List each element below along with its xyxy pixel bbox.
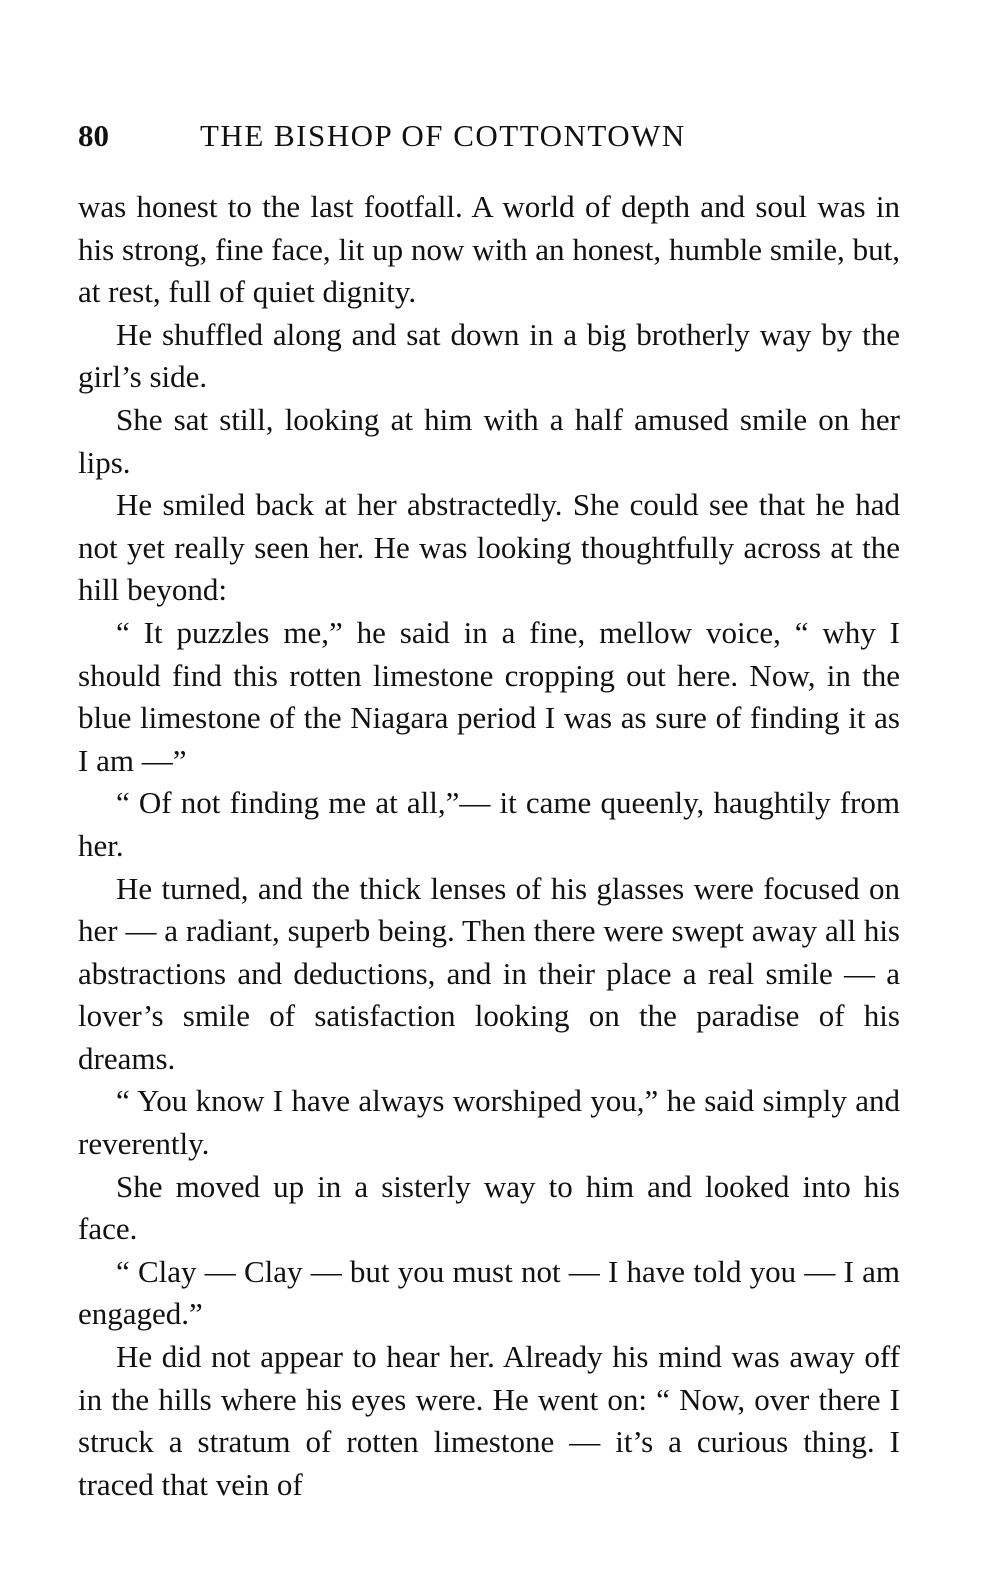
paragraph: “ You know I have always worshiped you,” he said simply and reverently. bbox=[78, 1083, 900, 1162]
paragraph: He turned, and the thick lenses of his glasses were focused on her — a radiant, superb being. Then there were swept away all his abstractions and deductions, and in their place a real smile — a lover’s smile of satisfaction looking on the paradise of his dreams. bbox=[78, 870, 900, 1076]
paragraph: was honest to the last footfall. A world of depth and soul was in his strong, fine face, lit up now with an honest, humble smile, but, at rest, full of quiet dignity. bbox=[78, 189, 900, 310]
paragraph: She sat still, looking at him with a half amused smile on her lips. bbox=[78, 401, 900, 480]
paragraph: “ Of not finding me at all,”— it came queenly, haughtily from her. bbox=[78, 785, 900, 863]
page-number: 80 bbox=[78, 118, 109, 153]
page-header bbox=[78, 118, 900, 166]
paragraph: He did not appear to hear her. Already his mind was away off in the hills where his eyes were. He went on: “ Now, over there I struck a stratum of rotten limestone — it’s a curious thing. I traced that vein of bbox=[78, 1339, 900, 1502]
paragraph: She moved up in a sisterly way to him and looked into his face. bbox=[78, 1168, 900, 1247]
paragraph: “ It puzzles me,” he said in a fine, mellow voice, “ why I should find this rotten limestone cropping out here. Now, in the blue limestone of the Niagara period I was as sure of finding it as I am —” bbox=[78, 614, 900, 778]
paragraph: “ Clay — Clay — but you must not — I have told you — I am engaged.” bbox=[78, 1253, 900, 1332]
body-text bbox=[78, 186, 900, 1506]
paragraph: He smiled back at her abstractedly. She could see that he had not yet really seen her. He was looking thoughtfully across at the hill beyond: bbox=[78, 487, 900, 608]
book-page bbox=[78, 118, 900, 1506]
running-title: THE BISHOP OF COTTONTOWN bbox=[200, 118, 686, 153]
paragraph: He shuffled along and sat down in a big brotherly way by the girl’s side. bbox=[78, 316, 900, 395]
